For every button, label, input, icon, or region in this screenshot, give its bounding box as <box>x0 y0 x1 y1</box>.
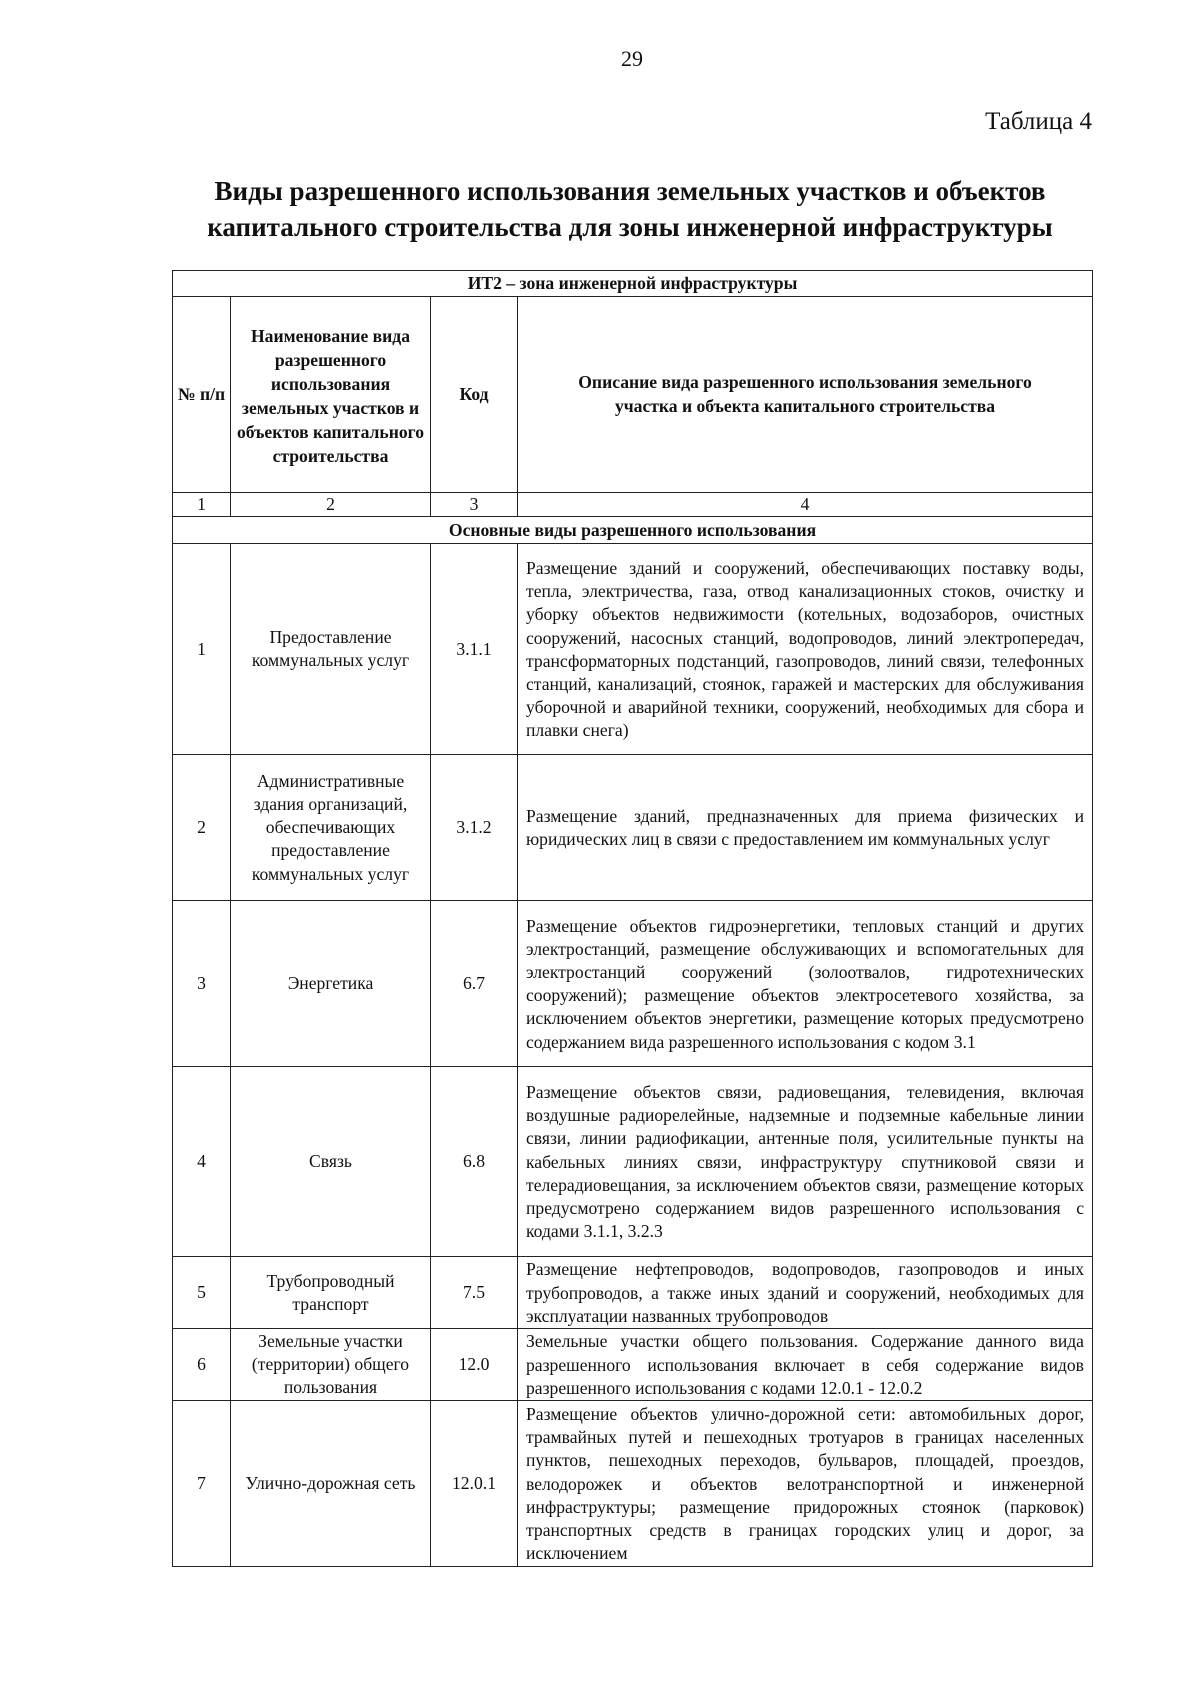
column-number: 1 <box>173 493 231 517</box>
row-code: 3.1.2 <box>431 755 518 901</box>
row-name: Энергетика <box>231 901 431 1067</box>
column-number: 4 <box>518 493 1093 517</box>
document-title-line-2: капитального строительства для зоны инженерной инфраструктуры <box>207 212 1053 242</box>
row-number: 6 <box>173 1329 231 1401</box>
table-row <box>173 1329 1093 1401</box>
row-name: Предоставление коммунальных услуг <box>231 544 431 755</box>
row-code: 3.1.1 <box>431 544 518 755</box>
table-row <box>173 901 1093 1067</box>
row-code: 6.8 <box>431 1067 518 1257</box>
row-number: 4 <box>173 1067 231 1257</box>
row-description: Размещение объектов связи, радиовещания, телевидения, включая воздушные радиорелейные, надземные и подземные кабельные линии связи, линии радиофикации, антенные поля, усилительные пункты на кабельных линиях связи, инфраструктуру спутниковой связи и телерадиовещания, за исключением объектов связи, размещение которых предусмотрено содержанием видов разрешенного использования с кодами 3.1.1, 3.2.3 <box>518 1067 1093 1257</box>
row-code: 6.7 <box>431 901 518 1067</box>
column-header-name: Наименование вида разрешенного использования земельных участков и объектов капитального строительства <box>231 297 431 493</box>
column-number: 2 <box>231 493 431 517</box>
table-row <box>173 1067 1093 1257</box>
section-header: Основные виды разрешенного использования <box>173 517 1093 544</box>
row-name: Земельные участки (территории) общего пользования <box>231 1329 431 1401</box>
column-numbers-row <box>173 493 1093 517</box>
row-number: 5 <box>173 1257 231 1329</box>
document-title <box>170 173 1090 245</box>
column-header-row <box>173 297 1093 493</box>
table-number: Таблица 4 <box>985 108 1092 135</box>
row-code: 7.5 <box>431 1257 518 1329</box>
row-name: Трубопроводный транспорт <box>231 1257 431 1329</box>
row-description: Размещение нефтепроводов, водопроводов, газопроводов и иных трубопроводов, а также иных зданий и сооружений, необходимых для эксплуатации названных трубопроводов <box>518 1257 1093 1329</box>
row-number: 2 <box>173 755 231 901</box>
column-header-code: Код <box>431 297 518 493</box>
document-title-line-1: Виды разрешенного использования земельных участков и объектов <box>214 176 1046 206</box>
row-description: Размещение объектов улично-дорожной сети: автомобильных дорог, трамвайных путей и пешеходных тротуаров в границах населенных пунктов, пешеходных переходов, бульваров, площадей, проездов, велодорожек и объектов велотранспортной и инженерной инфраструктуры; размещение придорожных стоянок (парковок) транспортных средств в границах городских улиц и дорог, за исключением <box>518 1401 1093 1567</box>
row-number: 1 <box>173 544 231 755</box>
column-header-description: Описание вида разрешенного использования земельного участка и объекта капитального строительства <box>518 297 1093 493</box>
row-description: Размещение объектов гидроэнергетики, тепловых станций и других электростанций, размещение обслуживающих и вспомогательных для электростанций сооружений (золоотвалов, гидротехнических сооружений); размещение объектов электросетевого хозяйства, за исключением объектов энергетики, размещение которых предусмотрено содержанием вида разрешенного использования с кодом 3.1 <box>518 901 1093 1067</box>
row-name: Административные здания организаций, обеспечивающих предоставление коммунальных услуг <box>231 755 431 901</box>
row-code: 12.0.1 <box>431 1401 518 1567</box>
section-header-row <box>173 517 1093 544</box>
land-use-table <box>172 270 1093 1567</box>
table-row <box>173 544 1093 755</box>
row-name: Улично-дорожная сеть <box>231 1401 431 1567</box>
table-row <box>173 755 1093 901</box>
table-row <box>173 1257 1093 1329</box>
row-description: Размещение зданий, предназначенных для приема физических и юридических лиц в связи с предоставлением им коммунальных услуг <box>518 755 1093 901</box>
row-description: Земельные участки общего пользования. Содержание данного вида разрешенного использования включает в себя содержание видов разрешенного использования с кодами 12.0.1 - 12.0.2 <box>518 1329 1093 1401</box>
table-row <box>173 1401 1093 1567</box>
row-number: 3 <box>173 901 231 1067</box>
zone-header-row <box>173 271 1093 297</box>
zone-header: ИТ2 – зона инженерной инфраструктуры <box>173 271 1093 297</box>
row-number: 7 <box>173 1401 231 1567</box>
page-number: 29 <box>621 46 643 71</box>
row-name: Связь <box>231 1067 431 1257</box>
row-description: Размещение зданий и сооружений, обеспечивающих поставку воды, тепла, электричества, газа, отвод канализационных стоков, очистку и уборку объектов недвижимости (котельных, водозаборов, очистных сооружений, насосных станций, водопроводов, линий электропередач, трансформаторных подстанций, газопроводов, линий связи, телефонных станций, канализаций, стоянок, гаражей и мастерских для обслуживания уборочной и аварийной техники, сооружений, необходимых для сбора и плавки снега) <box>518 544 1093 755</box>
column-header-num: № п/п <box>173 297 231 493</box>
row-code: 12.0 <box>431 1329 518 1401</box>
column-number: 3 <box>431 493 518 517</box>
